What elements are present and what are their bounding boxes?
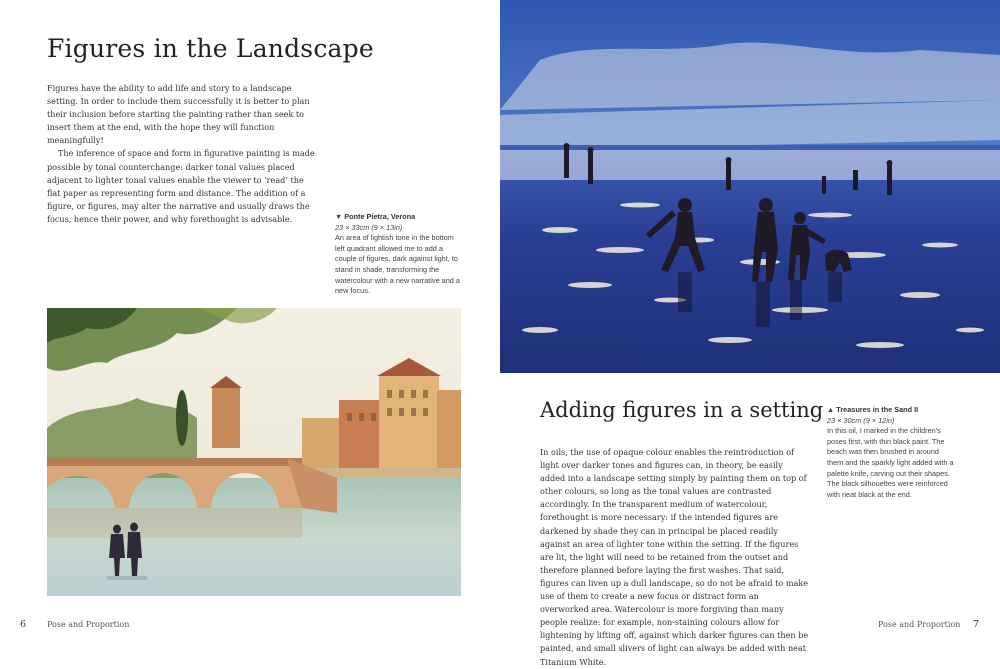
running-head-left: Pose and Proportion (47, 620, 130, 629)
caption-marker-down: ▼ (335, 212, 343, 221)
painting-treasures-in-the-sand (500, 0, 1000, 373)
page-title: Figures in the Landscape (47, 34, 374, 63)
painting-ponte-pietra (47, 308, 461, 596)
caption-treasures-in-the-sand (827, 405, 955, 500)
setting-text (540, 446, 810, 669)
page-number-left: 6 (20, 619, 27, 630)
caption-ponte-pietra (335, 212, 463, 297)
page-number-right: 7 (973, 619, 980, 630)
caption-text: An area of lightish tone in the bottom left quadrant allowed me to add a couple of figures, dark against light, to stand in shade, transforming the watercolour with a new narrative and a new focus. (335, 233, 460, 296)
intro-paragraph-1: Figures have the ability to add life and story to a landscape setting. In order to include them successfully it is better to plan their inclusion before starting the painting rather than seek to insert them at the end, with the hope they will function meaningfully! (47, 83, 310, 146)
caption-title: Treasures in the Sand II (836, 405, 919, 414)
intro-paragraph-2: The inference of space and form in figurative painting is made possible by tonal counterchange: darker tonal values placed adjacent to lighter tonal values enable the viewer to ‘read’ the flat paper as representing form and distance. The addition of a figure, or figures, may alter the narrative and usually draws the focus, hence their power, and why forethought is advisable. (47, 148, 315, 224)
caption-size: 23 × 30cm (9 × 12in) (827, 415, 895, 425)
intro-text (47, 82, 319, 226)
setting-paragraph: In oils, the use of opaque colour enables the reintroduction of light over darker tones and figures can, in theory, be easily added into a landscape setting simply by painting them on top of other colours, so long as the tonal values are contrasted accordingly. In the transparent medium of watercolour, forethought is more necessary: if the intended figures are darkened by shade they can in principal be placed readily against an area of lighter tone within the setting. If the figures are lit, the light will need to be retained from the outset and therefore planned before laying the first washes. That said, figures can liven up a dull landscape, so do not be afraid to make use of them to create a new focus or distract form an overworked area. Watercolour is more forgiving than many people realize: for example, non-staining colours allow for lightening by lifting off, against which darker figures can then be painted, and small slivers of light can always be added with neat Titanium White. (540, 447, 809, 667)
running-head-right: Pose and Proportion (878, 620, 961, 629)
caption-title: Ponte Pietra, Verona (344, 212, 416, 221)
caption-text: In this oil, I marked in the children’s poses first, with thin black paint. The beach was then brushed in around them and the sparkly light added with a palette knife, carving out their shapes. The black silhouettes were reinforced with neat black at the end. (827, 426, 954, 499)
caption-size: 23 × 33cm (9 × 13in) (335, 222, 403, 232)
caption-marker-up: ▲ (827, 405, 835, 414)
section-heading: Adding figures in a setting (540, 398, 824, 422)
